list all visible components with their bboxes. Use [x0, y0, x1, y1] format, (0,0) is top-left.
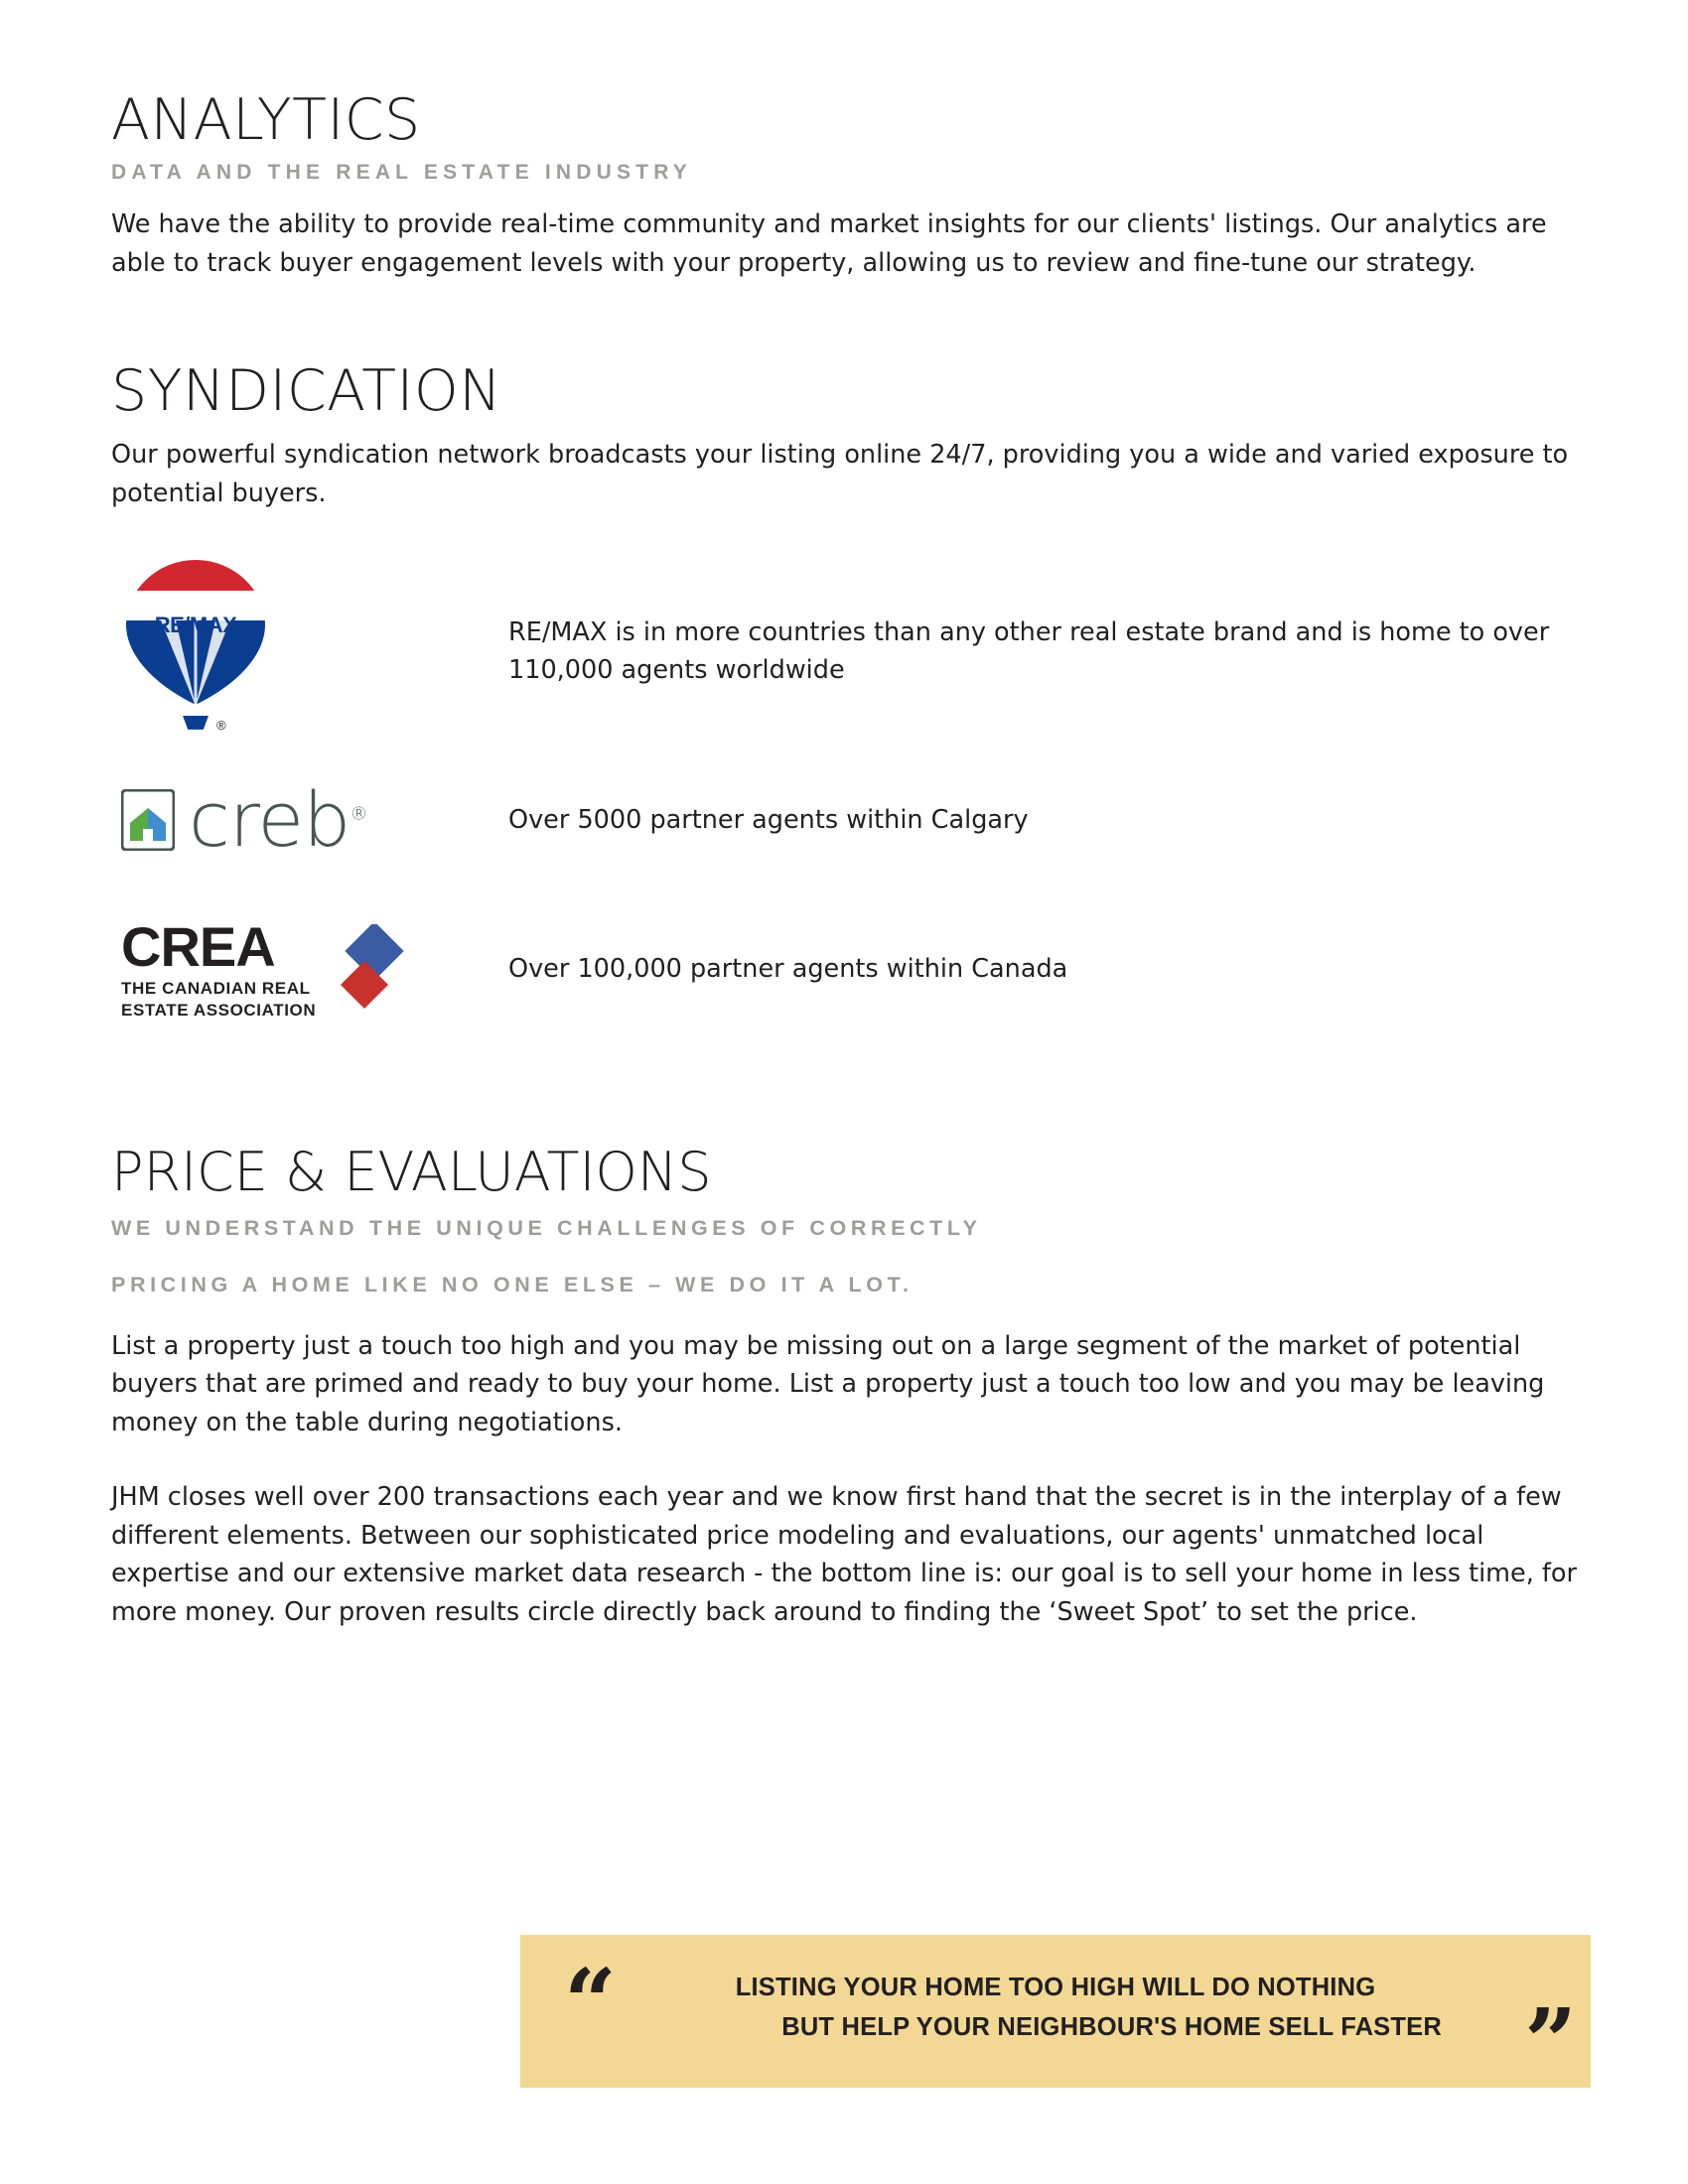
syndication-paragraph: Our powerful syndication network broadcasts your listing online 24/7, providing you a wide and varied exposure to potential buyers. — [111, 440, 1569, 509]
price-evaluations-section — [111, 1140, 1591, 1632]
remax-logo-cell — [111, 557, 508, 746]
quote-close-icon: ” — [1524, 1988, 1577, 2096]
creb-logo-cell — [111, 774, 508, 864]
crea-description: Over 100,000 partner agents within Canada — [508, 953, 1068, 984]
partner-row-crea — [111, 894, 1591, 1043]
crea-wordmark: CREA — [121, 914, 275, 978]
remax-registered-mark: ® — [216, 717, 226, 733]
partner-row-remax — [111, 557, 1591, 746]
creb-description: Over 5000 partner agents within Calgary — [508, 804, 1029, 835]
syndication-section — [111, 357, 1591, 1043]
quote-open-icon: “ — [564, 1949, 617, 2056]
price-paragraph-2: JHM closes well over 200 transactions each year and we know first hand that the secret is in the interplay of a few different elements. Between our sophisticated price modeling and evaluations, our agents' unmatched local expertise and our extensive market data research - the bottom line is: our goal is to sell your home in less time, for more money. Our proven results circle directly back around to finding the ‘Sweet Spot’ to set the price. — [111, 1481, 1577, 1628]
creb-wordmark — [189, 774, 367, 864]
crea-diamond-icon — [334, 924, 409, 1014]
creb-logo — [121, 774, 367, 864]
partner-logo-list — [111, 557, 1591, 1043]
syndication-title: SYNDICATION — [111, 357, 502, 424]
price-subtitle-line2: PRICING A HOME LIKE NO ONE ELSE – WE DO IT A LOT. — [111, 1273, 914, 1297]
creb-wordmark-text: creb — [189, 774, 351, 864]
analytics-section — [111, 89, 1591, 283]
remax-description: RE/MAX is in more countries than any other real estate brand and is home to over 110,000 agents worldwide — [508, 616, 1550, 685]
crea-wordmark-block — [121, 914, 317, 1020]
crea-tagline-line2: ESTATE ASSOCIATION — [121, 1000, 317, 1020]
analytics-subtitle: DATA AND THE REAL ESTATE INDUSTRY — [111, 160, 692, 184]
creb-registered-mark: ® — [350, 803, 367, 825]
quote-text — [669, 1969, 1442, 2047]
remax-basket-icon — [183, 716, 209, 730]
analytics-paragraph: We have the ability to provide real-time community and market insights for our clients' listings. Our analytics are able to track buyer engagement levels with your property, allowing us to review and fine-tune our strategy. — [111, 209, 1547, 278]
quote-banner — [520, 1935, 1591, 2096]
creb-house-icon — [121, 789, 175, 851]
remax-logo — [121, 557, 270, 746]
remax-wordmark: RE/MAX — [154, 612, 237, 637]
quote-line-1: LISTING YOUR HOME TOO HIGH WILL DO NOTHING — [735, 1974, 1376, 2001]
partner-row-creb — [111, 746, 1591, 894]
quote-line-2: BUT HELP YOUR NEIGHBOUR'S HOME SELL FASTER — [781, 2012, 1442, 2041]
quote-inner — [520, 1935, 1591, 2096]
crea-logo-cell — [111, 914, 508, 1020]
page-content — [111, 89, 1591, 1632]
analytics-title: ANALYTICS — [111, 87, 421, 153]
crea-tagline-line1: THE CANADIAN REAL — [121, 978, 311, 998]
price-subtitle-line1: WE UNDERSTAND THE UNIQUE CHALLENGES OF CORRECTLY — [111, 1216, 982, 1241]
price-paragraph-1: List a property just a touch too high and you may be missing out on a large segment of the market of potential buyers that are primed and ready to buy your home. List a property just a touch too low and you may be leaving money on the table during negotiations. — [111, 1330, 1545, 1438]
price-title: PRICE & EVALUATIONS — [111, 1140, 712, 1203]
crea-logo — [121, 914, 409, 1020]
